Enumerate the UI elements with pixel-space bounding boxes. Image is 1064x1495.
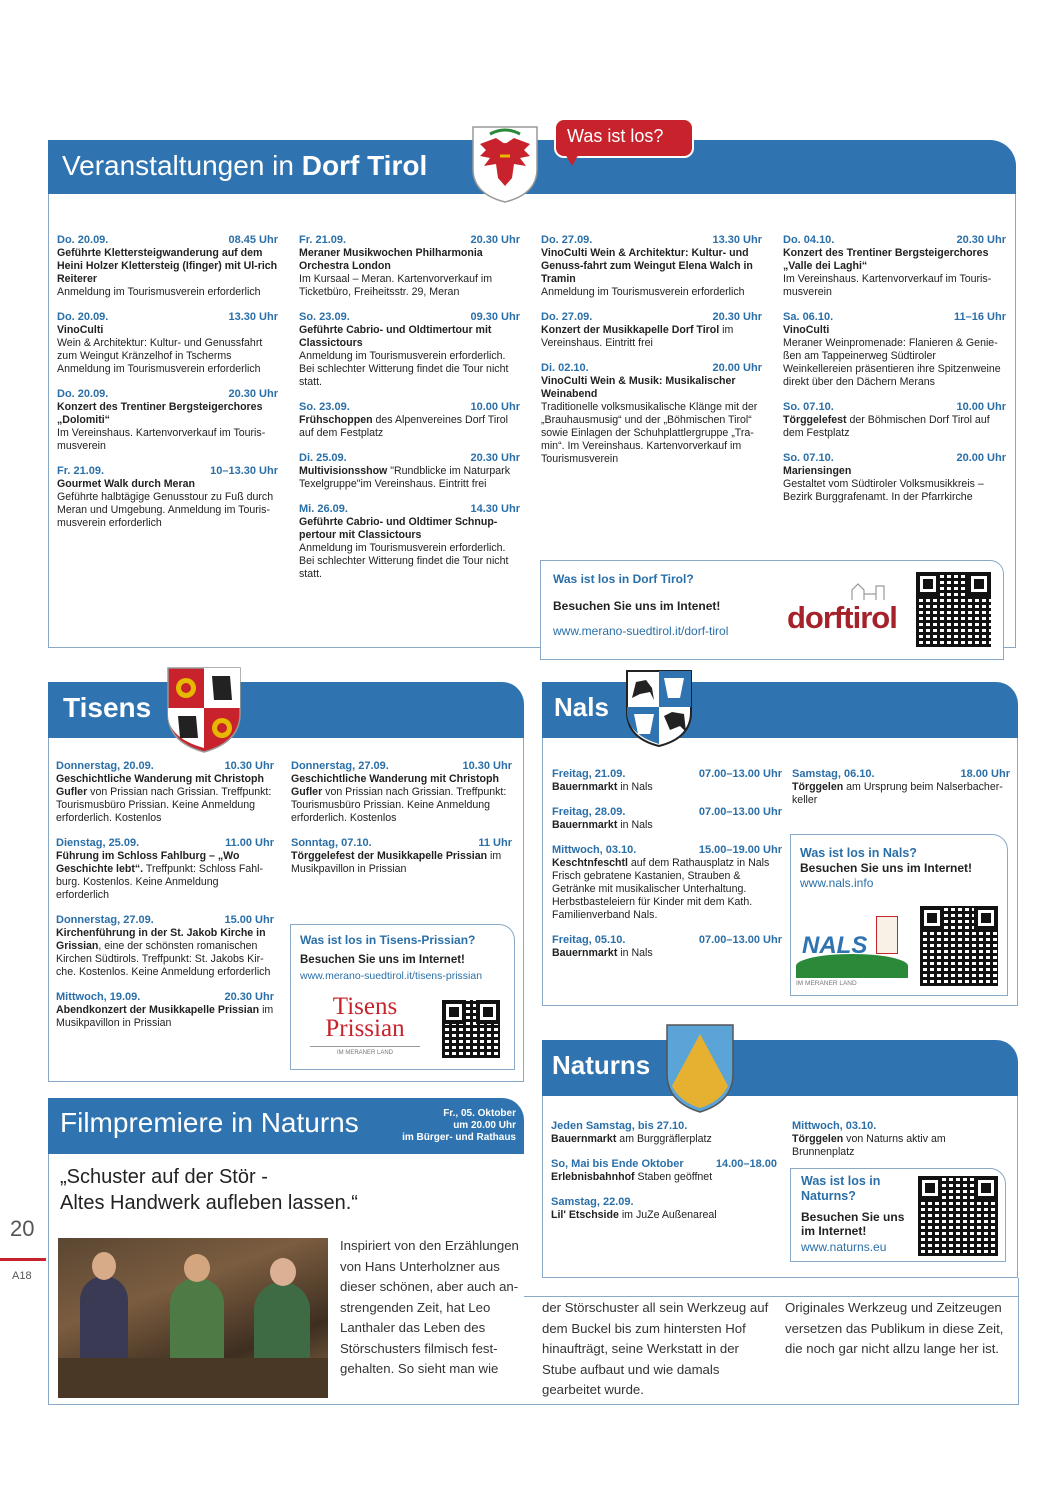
event-body <box>56 927 274 979</box>
event-body <box>551 1171 777 1184</box>
event-description: Wein & Architektur: Kultur- und Genussfahrt zum Weingut Kränzelhof in Tscherms Anmeldung im Tourismusverein erforderlich <box>57 337 263 375</box>
event-item <box>56 914 274 979</box>
naturns-promo-visit: Besuchen Sie uns im Internet! <box>801 1210 905 1238</box>
event-title: VinoCulti <box>783 324 830 336</box>
naturns-title: Naturns <box>552 1050 651 1080</box>
event-item <box>783 401 1006 440</box>
film-photo-face3 <box>270 1258 296 1286</box>
nals-promo-visit: Besuchen Sie uns im Internet! <box>800 861 973 875</box>
event-date-line <box>299 401 520 414</box>
event-date-line <box>299 503 520 516</box>
event-time: 20.00 Uhr <box>712 362 762 374</box>
event-body <box>299 324 520 389</box>
event-date: Samstag, 06.10. <box>792 768 875 780</box>
event-item <box>299 311 520 389</box>
event-body <box>56 1004 274 1030</box>
event-time: 20.30 Uhr <box>712 311 762 323</box>
dorftirol-castle-icon <box>850 580 890 602</box>
event-date: Donnerstag, 20.09. <box>56 760 154 772</box>
film-date-block <box>384 1108 516 1144</box>
event-body <box>299 465 520 491</box>
event-title: Geführte Klettersteigwanderung auf dem Heini Holzer Klettersteig (Ifinger) mit Ul-rich Reiterer <box>57 247 278 285</box>
tirol-promo-question: Was ist los in Dorf Tirol? <box>553 572 694 586</box>
event-date: So. 07.10. <box>783 452 834 464</box>
event-date: So. 23.09. <box>299 401 350 413</box>
event-date-line <box>783 452 1006 465</box>
tirol-eagle-icon <box>470 124 540 204</box>
event-date: So. 23.09. <box>299 311 350 323</box>
tirol-title-pre: Veranstaltungen in <box>62 150 302 181</box>
event-title: Geführte Cabrio- und Oldtimer Schnup-pertour mit Classictours <box>299 516 498 541</box>
film-box-join <box>524 1296 1018 1297</box>
film-box-bottom <box>48 1404 1018 1405</box>
event-date: Freitag, 05.10. <box>552 934 626 946</box>
event-date: Jeden Samstag, bis 27.10. <box>551 1120 688 1132</box>
event-description: "Rundblicke im Naturpark Texelgruppe"im Vereinshaus. Eintritt frei <box>299 465 510 490</box>
event-description: Anmeldung im Tourismusverein erforderlich. Bei schlechter Witterung findet die Tour nicht statt. <box>299 350 509 388</box>
event-date-line <box>56 991 274 1004</box>
event-item <box>299 401 520 440</box>
event-title: Törggelefest der Musikkapelle Prissian <box>291 850 488 862</box>
dorftirol-logo-b: tirol <box>843 600 897 635</box>
dorftirol-logo-a: dorf <box>787 600 844 635</box>
event-description: Anmeldung im Tourismusverein erforderlich <box>541 286 745 298</box>
nals-col-1 <box>552 768 782 972</box>
event-date: Sa. 06.10. <box>783 311 834 323</box>
event-time: 14.00–18.00 <box>715 1158 777 1170</box>
event-description: von Prissian nach Grissian. Treffpunkt: Tourismusbüro Prissian. Keine Anmeldung erforderlich. Kostenlos <box>291 786 507 824</box>
tirol-col-1 <box>57 234 278 542</box>
event-date-line <box>57 465 278 478</box>
film-box-left <box>48 1154 49 1404</box>
event-time: 10.00 Uhr <box>470 401 520 413</box>
event-description: in Nals <box>617 947 653 959</box>
event-time: 10.00 Uhr <box>956 401 1006 413</box>
event-time: 20.30 Uhr <box>228 388 278 400</box>
event-title: Törggelefest <box>783 414 847 426</box>
tisens-logo-a: Tisens <box>332 993 398 1020</box>
event-date: Do. 04.10. <box>783 234 835 246</box>
page-number-rule <box>0 1258 46 1261</box>
event-body <box>299 516 520 581</box>
event-item <box>57 311 278 376</box>
page-code: A18 <box>12 1270 32 1282</box>
event-item <box>783 452 1006 504</box>
event-item <box>541 234 762 299</box>
event-description: , eine der schönsten romanischen Kirchen Südtirols. Treffpunkt: St. Jakobs Kir-che. Kostenlos. Keine Anmeldung erforderlich <box>56 940 271 978</box>
film-text-col3: Originales Werkzeug und Zeitzeugen versetzen das Publikum in diese Zeit, die noch gar nicht allzu lange her ist. <box>785 1300 1004 1356</box>
film-photo-face1 <box>92 1252 116 1280</box>
event-description: Anmeldung im Tourismusverein erforderlich <box>57 286 261 298</box>
event-time: 20.00 Uhr <box>956 452 1006 464</box>
event-description: in Nals <box>617 819 653 831</box>
event-body <box>541 247 762 299</box>
event-description: Traditionelle volksmusikalische Klänge mit der „Brauhausmusig“ und der „Böhmischen Tirol“ sowie Einlagen der Schuhplattlergruppe „Tra-min“. Im Vereinshaus. Kartenvorverkauf im Tourismusverein <box>541 401 758 465</box>
event-time: 11 Uhr <box>478 837 512 849</box>
event-body <box>541 324 762 350</box>
event-title: Konzert des Trentiner Bergsteigerchores „Valle dei Laghi“ <box>783 247 989 272</box>
event-title: Bauernmarkt <box>552 781 618 793</box>
event-body <box>783 324 1006 389</box>
event-item <box>541 362 762 466</box>
event-item <box>299 234 520 299</box>
event-date: Mittwoch, 03.10. <box>792 1120 877 1132</box>
event-date: Do. 20.09. <box>57 234 109 246</box>
event-description: im Musikpavillon in Prissian <box>291 850 502 875</box>
event-body <box>57 478 278 530</box>
event-date: Donnerstag, 27.09. <box>56 914 154 926</box>
event-date-line <box>552 806 782 819</box>
event-time: 15.00–19.00 Uhr <box>698 844 782 856</box>
nals-qr-code[interactable] <box>920 906 998 986</box>
event-date-line <box>299 311 520 324</box>
event-body <box>541 375 762 466</box>
event-item <box>57 465 278 530</box>
event-date-line <box>291 760 512 773</box>
event-description: des Alpenvereines Dorf Tirol auf dem Festplatz <box>299 414 509 439</box>
event-date: Do. 27.09. <box>541 311 593 323</box>
event-description: auf dem Rathausplatz in Nals Frisch gebratene Kastanien, Strauben & Getränke mit musikalischer Unterhaltung. Herbstbasteleiern für Kinder mit dem Kath. Familienverband Nals. <box>552 857 770 921</box>
event-description: im Vereinshaus. Eintritt frei <box>541 324 734 349</box>
tirol-promo-url[interactable]: www.merano-suedtirol.it/dorf-tirol <box>553 624 729 638</box>
tisens-col-2 <box>291 760 512 888</box>
tisens-logo-b: Prissian <box>325 1015 405 1042</box>
film-quote <box>60 1164 358 1216</box>
naturns-promo-question: Was ist los in Naturns? <box>801 1174 881 1203</box>
event-title: Meraner Musikwochen Philharmonia Orchestra London <box>299 247 483 272</box>
event-title: Bauernmarkt <box>552 947 618 959</box>
nals-promo-question: Was ist los in Nals? <box>800 846 917 860</box>
naturns-col-1 <box>551 1120 777 1234</box>
film-date: Fr., 05. Oktober <box>443 1108 516 1119</box>
event-title: VinoCulti Wein & Musik: Musikalischer Weinabend <box>541 375 736 400</box>
event-description: im Musikpavillon in Prissian <box>56 1004 274 1029</box>
nals-title: Nals <box>554 692 609 722</box>
event-item <box>552 806 782 832</box>
event-date-line <box>299 452 520 465</box>
naturns-col-2 <box>792 1120 1010 1171</box>
event-title: Multivisionsshow <box>299 465 388 477</box>
event-description: Staben geöffnet <box>634 1171 713 1183</box>
event-description: im JuZe Außenareal <box>618 1209 717 1221</box>
tisens-logo <box>310 993 420 1059</box>
event-title: Konzert der Musikkapelle Dorf Tirol <box>541 324 720 336</box>
event-title: Mariensingen <box>783 465 852 477</box>
event-date-line <box>541 234 762 247</box>
event-title: Bauernmarkt <box>551 1133 617 1145</box>
film-place: im Bürger- und Rathaus <box>402 1132 516 1143</box>
page-number: 20 <box>10 1216 35 1241</box>
event-date-line <box>551 1158 777 1171</box>
event-item <box>551 1196 777 1222</box>
event-title: Geschichtliche Wanderung mit Christoph Gufler <box>56 773 264 798</box>
nals-crest-icon <box>624 668 694 748</box>
tisens-qr-code[interactable] <box>442 1000 500 1058</box>
event-date: Do. 20.09. <box>57 311 109 323</box>
event-item <box>299 452 520 491</box>
event-time: 07.00–13.00 Uhr <box>698 806 782 818</box>
event-date-line <box>783 234 1006 247</box>
event-item <box>299 503 520 581</box>
event-date-line <box>299 234 520 247</box>
event-time: 14.30 Uhr <box>470 503 520 515</box>
event-title: Geführte Cabrio- und Oldtimertour mit Classictours <box>299 324 492 349</box>
film-text-col2: der Störschuster all sein Werkzeug auf dem Buckel bis zum hintersten Hof hinaufträgt, seine Werkstatt in der Stube aufbaut und wie damals gearbeitet wurde. <box>542 1300 769 1397</box>
event-time: 20.30 Uhr <box>470 452 520 464</box>
tirol-col-2 <box>299 234 520 593</box>
event-date-line <box>541 311 762 324</box>
nals-logo-text: NALS <box>802 932 868 959</box>
event-date: Freitag, 21.09. <box>552 768 626 780</box>
event-time: 20.30 Uhr <box>224 991 274 1003</box>
event-date-line <box>551 1196 777 1209</box>
film-photo-face2 <box>184 1254 210 1282</box>
event-body <box>291 773 512 825</box>
event-date-line <box>56 760 274 773</box>
event-title: VinoCulti Wein & Architektur: Kultur- und Genuss-fahrt zum Weingut Elena Walch in Tramin <box>541 247 753 285</box>
event-date: Mittwoch, 03.10. <box>552 844 637 856</box>
tisens-logo-sub: IM MERANER LAND <box>310 1046 420 1059</box>
event-description: Im Kursaal – Meran. Kartenvorverkauf im Ticketbüro, Freiheitsstr. 29, Meran <box>299 273 493 298</box>
tirol-col-4 <box>783 234 1006 516</box>
event-item <box>792 1120 1010 1159</box>
event-date-line <box>541 362 762 375</box>
event-description: Anmeldung im Tourismusverein erforderlich. Bei schlechter Witterung findet die Tour nicht statt. <box>299 542 509 580</box>
naturns-qr-code[interactable] <box>918 1176 998 1256</box>
event-date-line <box>792 768 1010 781</box>
event-date-line <box>552 844 782 857</box>
event-date-line <box>291 837 512 850</box>
event-date-line <box>552 768 782 781</box>
event-description: Im Vereinshaus. Kartenvorverkauf im Touris-musverein <box>57 427 266 452</box>
event-body <box>783 414 1006 440</box>
tisens-col-1 <box>56 760 274 1042</box>
event-body <box>783 247 1006 299</box>
event-title: Frühschoppen <box>299 414 373 426</box>
event-body <box>551 1133 777 1146</box>
event-body <box>552 819 782 832</box>
event-time: 11.00 Uhr <box>225 837 274 849</box>
event-body <box>57 324 278 376</box>
tirol-bubble-tail <box>564 152 580 166</box>
event-title: Führung im Schloss Fahlburg – „Wo Geschichte lebt“. <box>56 850 240 875</box>
event-date: Dienstag, 25.09. <box>56 837 140 849</box>
event-date: Di. 25.09. <box>299 452 347 464</box>
event-date-line <box>551 1120 777 1133</box>
event-item <box>291 760 512 825</box>
event-date: So, Mai bis Ende Oktober <box>551 1158 684 1170</box>
event-body <box>552 857 782 922</box>
event-item <box>551 1120 777 1146</box>
event-body <box>552 781 782 794</box>
event-date: Freitag, 28.09. <box>552 806 626 818</box>
nals-col-2 <box>792 768 1010 819</box>
film-time: um 20.00 Uhr <box>453 1120 516 1131</box>
event-description: von Prissian nach Grissian. Treffpunkt: Tourismusbüro Prissian. Keine Anmeldung erforderlich. Kostenlos <box>56 786 272 824</box>
event-date-line <box>57 388 278 401</box>
event-date: Donnerstag, 27.09. <box>291 760 389 772</box>
event-date: Do. 20.09. <box>57 388 109 400</box>
event-date: Do. 27.09. <box>541 234 593 246</box>
tirol-title-bold: Dorf Tirol <box>301 150 428 181</box>
event-description: in Nals <box>617 781 653 793</box>
event-body <box>56 850 274 902</box>
event-title: Erlebnisbahnhof <box>551 1171 635 1183</box>
tisens-promo-question: Was ist los in Tisens-Prissian? <box>300 933 476 947</box>
event-item <box>783 234 1006 299</box>
event-date: Fr. 21.09. <box>57 465 105 477</box>
event-time: 20.30 Uhr <box>956 234 1006 246</box>
event-date-line <box>552 934 782 947</box>
event-time: 18.00 Uhr <box>960 768 1010 780</box>
nals-logo <box>796 910 908 990</box>
film-box-right <box>1018 1278 1019 1405</box>
event-item <box>552 768 782 794</box>
event-description: Meraner Weinpromenade: Flanieren & Genie-ßen am Tappeinerweg Südtiroler Weinkellereien präsentieren ihre Spitzenweine direkt über den Dächern Merans <box>783 337 1001 388</box>
film-quote-line1: „Schuster auf der Stör - <box>60 1166 268 1188</box>
event-description: Geführte halbtägige Genusstour zu Fuß durch Meran und Umgebung. Anmeldung im Touris-musverein erforderlich <box>57 491 274 529</box>
event-item <box>792 768 1010 807</box>
event-title: Geschichtliche Wanderung mit Christoph Gufler <box>291 773 499 798</box>
film-quote-line2: Altes Handwerk aufleben lassen.“ <box>60 1192 358 1214</box>
film-title: Filmpremiere in Naturns <box>60 1107 359 1138</box>
event-date-line <box>56 914 274 927</box>
event-title: VinoCulti <box>57 324 104 336</box>
event-date-line <box>783 311 1006 324</box>
event-date: Di. 02.10. <box>541 362 589 374</box>
event-time: 10.30 Uhr <box>462 760 512 772</box>
event-title: Konzert des Trentiner Bergsteigerchores „Dolomiti“ <box>57 401 263 426</box>
event-date-line <box>783 401 1006 414</box>
event-body <box>299 414 520 440</box>
nals-header <box>542 682 1018 738</box>
event-date: Mi. 26.09. <box>299 503 348 515</box>
event-description: am Burggräflerplatz <box>616 1133 712 1145</box>
event-time: 09.30 Uhr <box>470 311 520 323</box>
event-item <box>57 388 278 453</box>
tisens-title: Tisens <box>63 692 152 723</box>
film-photo <box>58 1238 328 1398</box>
event-description: der Böhmischen Dorf Tirol auf dem Festplatz <box>783 414 990 439</box>
event-item <box>552 934 782 960</box>
event-item <box>783 311 1006 389</box>
event-title: Gourmet Walk durch Meran <box>57 478 195 490</box>
event-date-line <box>57 311 278 324</box>
tirol-qr-code[interactable] <box>916 572 991 647</box>
tisens-promo-url[interactable]: www.merano-suedtirol.it/tisens-prissian <box>300 970 483 982</box>
event-description: Treffpunkt: Schloss Fahl-burg. Kostenlos. Keine Anmeldung erforderlich <box>56 863 264 901</box>
event-description: Gestaltet vom Südtiroler Volksmusikkreis – Bezirk Burggrafenamt. In der Pfarrkirche <box>783 478 984 503</box>
event-body <box>783 465 1006 504</box>
film-text-col1: Inspiriert von den Erzählungen von Hans Unterholzner aus dieser schönen, aber auch an-strengenden Zeit, hat Leo Lanthaler das Leben des Störschusters filmisch fest-gehalten. So sieht man wie <box>340 1238 519 1376</box>
event-time: 11–16 Uhr <box>954 311 1006 323</box>
nals-logo-sub: IM MERANER LAND <box>796 980 857 987</box>
film-photo-person2 <box>170 1278 224 1368</box>
event-title: Lil' Etschside <box>551 1209 619 1221</box>
event-time: 13.30 Uhr <box>228 311 278 323</box>
event-time: 20.30 Uhr <box>470 234 520 246</box>
nals-logo-tower <box>876 916 898 954</box>
event-body <box>792 781 1010 807</box>
event-item <box>56 760 274 825</box>
event-time: 08.45 Uhr <box>228 234 278 246</box>
event-time: 07.00–13.00 Uhr <box>698 768 782 780</box>
event-item <box>541 311 762 350</box>
event-time: 07.00–13.00 Uhr <box>698 934 782 946</box>
event-date-line <box>57 234 278 247</box>
event-body <box>552 947 782 960</box>
event-time: 13.30 Uhr <box>712 234 762 246</box>
event-body <box>792 1133 1010 1159</box>
tirol-promo-visit: Besuchen Sie uns im Intenet! <box>553 599 721 613</box>
event-item <box>56 837 274 902</box>
event-description: am Ursprung beim Nalserbacher-keller <box>792 781 1003 806</box>
event-title: Abendkonzert der Musikkapelle Prissian <box>56 1004 260 1016</box>
event-title: Kirchenführung in der St. Jakob Kirche in Grissian <box>56 927 266 952</box>
event-title: Bauernmarkt <box>552 819 618 831</box>
naturns-promo-url[interactable]: www.naturns.eu <box>801 1240 887 1254</box>
event-item <box>552 844 782 922</box>
event-date: Samstag, 22.09. <box>551 1196 634 1208</box>
event-date: Mittwoch, 19.09. <box>56 991 141 1003</box>
event-body <box>57 401 278 453</box>
event-title: Törggelen <box>792 1133 844 1145</box>
event-time: 10.30 Uhr <box>224 760 274 772</box>
event-date: Sonntag, 07.10. <box>291 837 372 849</box>
event-date-line <box>792 1120 1010 1133</box>
film-photo-bench <box>58 1358 328 1398</box>
event-description: Im Vereinshaus. Kartenvorverkauf im Touris-musverein <box>783 273 992 298</box>
tisens-crest-icon <box>164 664 244 754</box>
tirol-bubble-text: Was ist los? <box>567 126 664 146</box>
event-body <box>291 850 512 876</box>
event-time: 10–13.30 Uhr <box>210 465 278 477</box>
event-item <box>291 837 512 876</box>
event-body <box>551 1209 777 1222</box>
naturns-crest-icon <box>664 1022 736 1114</box>
event-body <box>56 773 274 825</box>
event-body <box>299 247 520 299</box>
event-title: Keschtnfeschtl <box>552 857 628 869</box>
event-date-line <box>56 837 274 850</box>
event-date: Fr. 21.09. <box>299 234 347 246</box>
tisens-promo-visit: Besuchen Sie uns im Internet! <box>300 954 465 966</box>
nals-promo-url[interactable]: www.nals.info <box>800 876 874 890</box>
dorftirol-logo <box>787 600 897 636</box>
tirol-title <box>62 150 427 182</box>
event-item <box>56 991 274 1030</box>
event-title: Törggelen <box>792 781 844 793</box>
tirol-col-3 <box>541 234 762 478</box>
event-description: von Naturns aktiv am Brunnenplatz <box>792 1133 946 1158</box>
event-item <box>57 234 278 299</box>
event-time: 15.00 Uhr <box>224 914 274 926</box>
event-date: So. 07.10. <box>783 401 834 413</box>
event-body <box>57 247 278 299</box>
event-item <box>551 1158 777 1184</box>
